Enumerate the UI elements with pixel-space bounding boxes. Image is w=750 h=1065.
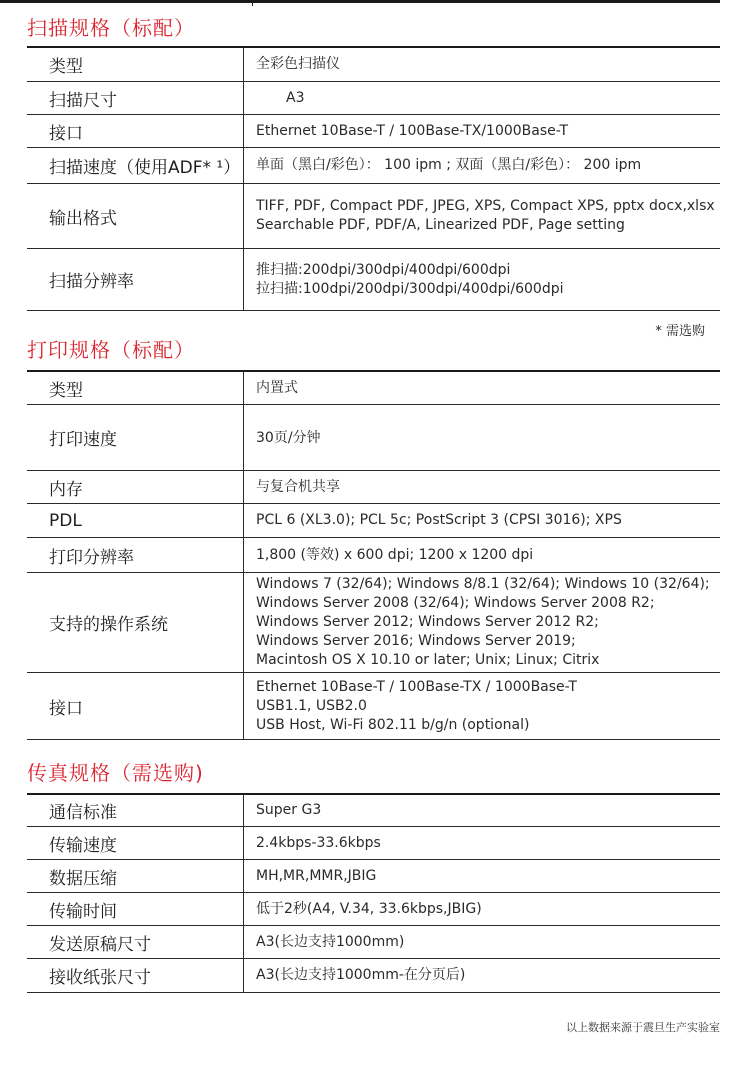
row-label: 接收纸张尺寸 [49, 968, 151, 988]
top-rule [0, 0, 720, 3]
row-value: PCL 6 (XL3.0); PCL 5c; PostScript 3 (CPSI 3016); XPS [256, 512, 622, 528]
row-label: 传输速度 [49, 835, 117, 856]
column-divider [243, 673, 244, 739]
row-value: A3 [286, 89, 305, 106]
column-divider [243, 405, 244, 470]
row-label: 类型 [49, 380, 83, 401]
print-section-title: 打印规格（标配） [27, 338, 195, 362]
table-row [27, 471, 720, 504]
data-source-footnote: 以上数据来源于震旦生产实验室 [566, 1021, 720, 1034]
row-label: 打印分辨率 [49, 547, 134, 568]
table-row [27, 115, 720, 148]
column-divider [243, 926, 244, 958]
column-divider [243, 82, 244, 114]
row-label: 发送原稿尺寸 [49, 934, 151, 955]
table-row [27, 538, 720, 573]
table-row [27, 573, 720, 673]
column-divider [243, 249, 244, 310]
row-label: 传输时间 [49, 901, 117, 922]
table-row [27, 959, 720, 993]
row-label: 输出格式 [49, 208, 117, 229]
row-value: 内置式 [256, 379, 298, 396]
row-value: Super G3 [256, 802, 322, 818]
row-value: 全彩色扫描仪 [256, 56, 340, 72]
row-value: 2.4kbps-33.6kbps [256, 834, 381, 851]
row-value: 推扫描:200dpi/300dpi/400dpi/600dpi 拉扫描:100dpi/200dpi/300dpi/400dpi/600dpi [256, 261, 564, 297]
table-row [27, 148, 720, 184]
row-value: 与复合机共享 [256, 478, 340, 495]
table-row [27, 860, 720, 893]
row-value: Ethernet 10Base-T / 100Base-TX / 1000Base-T USB1.1, USB2.0 USB Host, Wi-Fi 802.11 b/g/n (optional) [256, 678, 577, 733]
row-value: Windows 7 (32/64); Windows 8/8.1 (32/64); Windows 10 (32/64); Windows Server 2008 (32/64); Windows Server 2008 R2; Windows Server 2012; Windows Server 2012 R2; Windows Server 2016; Windows Server 2019; Macintosh OS X 10.10 or later; Unix; Linux; Citrix [256, 576, 710, 668]
row-label: 支持的操作系统 [49, 615, 168, 635]
table-row [27, 249, 720, 311]
column-divider [243, 573, 244, 672]
table-row [27, 405, 720, 471]
column-divider [243, 860, 244, 892]
row-value: Ethernet 10Base-T / 100Base-TX/1000Base-T [256, 122, 569, 139]
column-divider [243, 795, 244, 826]
row-value: TIFF, PDF, Compact PDF, JPEG, XPS, Compact XPS, pptx docx,xlsx Searchable PDF, PDF/A, Linearized PDF, Page setting [256, 198, 715, 233]
table-row [27, 370, 720, 405]
optional-note: * 需选购 [655, 324, 705, 339]
row-value: 低于2秒(A4, V.34, 33.6kbps,JBIG) [256, 900, 482, 917]
column-divider [243, 504, 244, 537]
column-divider [243, 148, 244, 183]
table-row [27, 46, 720, 82]
row-label: 打印速度 [49, 430, 117, 450]
row-value: 30页/分钟 [256, 430, 321, 446]
row-label: 扫描尺寸 [49, 90, 117, 111]
row-value: A3(长边支持1000mm) [256, 933, 405, 950]
column-divider [243, 115, 244, 147]
table-row [27, 673, 720, 740]
table-row [27, 793, 720, 827]
column-divider [243, 959, 244, 992]
table-row [27, 184, 720, 249]
column-divider [243, 184, 244, 248]
column-divider [243, 48, 244, 81]
row-label: 数据压缩 [49, 868, 117, 889]
row-label: 类型 [49, 57, 83, 77]
column-divider [243, 827, 244, 859]
fax-section-title: 传真规格（需选购) [27, 761, 204, 785]
row-label: PDL [49, 510, 82, 531]
row-label: 通信标准 [49, 803, 117, 823]
row-label: 接口 [49, 123, 83, 144]
row-value: A3(长边支持1000mm-在分页后) [256, 967, 466, 983]
row-value: MH,MR,MMR,JBIG [256, 867, 377, 884]
scan-section-title: 扫描规格（标配） [27, 16, 195, 40]
table-row [27, 504, 720, 538]
column-divider [243, 538, 244, 572]
column-divider [243, 471, 244, 503]
table-row [27, 827, 720, 860]
table-row [27, 926, 720, 959]
column-divider [243, 893, 244, 925]
row-label: 接口 [49, 698, 83, 719]
column-divider [243, 372, 244, 404]
row-label: 内存 [49, 479, 83, 500]
table-row [27, 82, 720, 115]
top-column-tick [252, 0, 253, 6]
table-row [27, 893, 720, 926]
row-label: 扫描分辨率 [49, 272, 134, 292]
row-value: 1,800 (等效) x 600 dpi; 1200 x 1200 dpi [256, 546, 534, 563]
row-label: 扫描速度（使用ADF* ¹） [49, 158, 241, 178]
row-value: 单面（黑白/彩色）： 100 ipm ; 双面（黑白/彩色）： 200 ipm [256, 157, 642, 173]
